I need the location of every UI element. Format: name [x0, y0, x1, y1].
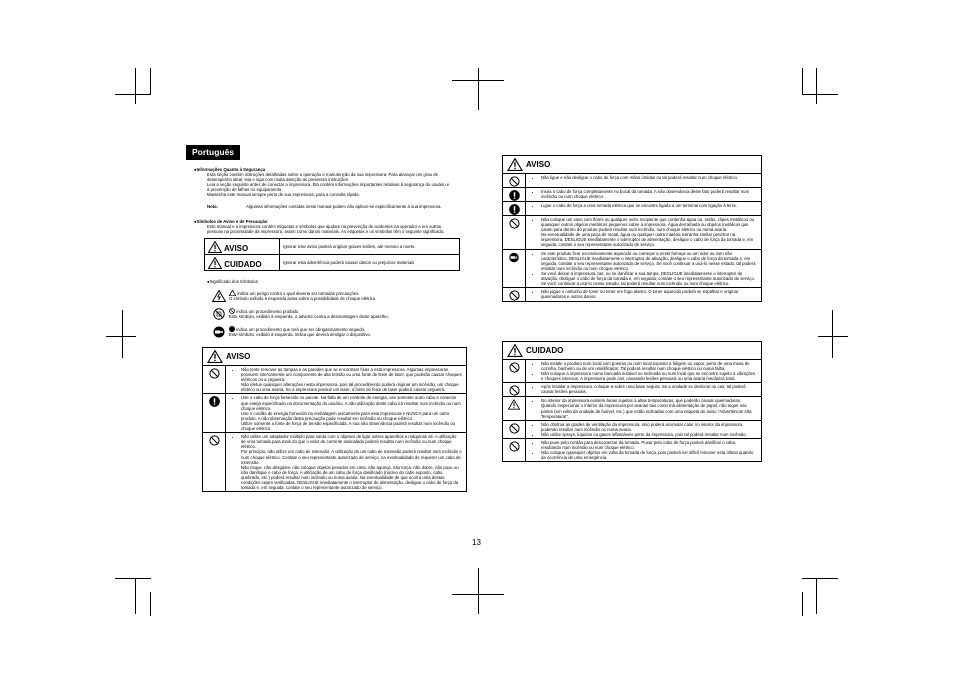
prohibited-icon: [503, 439, 526, 461]
symbol-meaning-line1: indica um procedimento proibido: [236, 309, 299, 314]
prohibited-icon: [229, 308, 235, 314]
warning-row: [503, 396, 761, 419]
cuidado-description: Ignorar esta advertência poderá causar danos ou prejuízos materiais: [280, 255, 460, 271]
safety-info-line: Leia a seção seguinte antes de conectar a impressora. Ela contém informações importantes relativas à segurança do usuário e: [207, 182, 450, 188]
warning-text: [226, 366, 466, 393]
aviso-box-header: [203, 348, 466, 366]
note-text: Algumas informações contidas neste manual podem não aplicar-se especificamente à sua impressora.: [246, 203, 442, 209]
warning-paragraph: Utilize somente a fonte de força de tensão especificada. A sua não observância poderá resultar num incêndio ou choque elétrico.: [241, 420, 456, 432]
warning-paragraph: • Não coloque quaisquer objetos em volta da tomada de força, pois poderá ser difícil remover esta última quando da ocorrência de uma emergência.: [541, 450, 757, 460]
symbol-meaning-item: [212, 326, 462, 338]
cuidado-box-rows: [503, 360, 761, 461]
page-number: 13: [472, 538, 481, 547]
warning-paragraph: • Não ligue e não desligue o cabo de força com mãos úmidas ou tal poderá resultar num choque elétrico.: [541, 175, 757, 180]
warning-text: [226, 394, 466, 432]
warning-paragraph: • Não instale o produto num local com poeiras ou num local exposto a fuligem ou vapor, perto de uma mesa de cozinha, banheiro ou de um umidificador. Tal poderá resultar num choque elétrico ou numa falha.: [541, 361, 757, 371]
symbol-meaning-heading: ●Significado dos Símbolos: [207, 279, 258, 284]
symbol-meaning-line1: indica um perigo contra o qual deveria ser tomadas precauções.: [237, 291, 360, 296]
aviso-box-title: AVISO: [226, 351, 251, 361]
warning-paragraph: • Não utilize sprays, líquidos ou gases inflamáveis perto da impressora, pois tal poderá resultar num incêndio.: [541, 432, 757, 437]
warning-row: [503, 360, 761, 382]
warning-text: [526, 250, 761, 288]
warning-paragraph: • Não jogue o cartucho de toner ou toner em fogo aberto. O toner aquecido poderá se espalhar e originar queimaduras e outros danos.: [541, 289, 757, 299]
warning-icon: [207, 350, 223, 363]
aviso-box-rows: [203, 366, 466, 491]
symbol-meaning-line1: indica um procedimento que terá que ser obrigatoriamente seguido.: [236, 327, 366, 332]
aviso-box-rows: [503, 174, 761, 301]
warning-paragraph: • Não utilize um adaptador múltiplo para saída com o objetivo de ligar outros aparelhos e máquinas ali. A utilização de uma tomada para mais do que o valor de corrente assinalado poderá resultar num incêndio ou num choque elétrico.: [241, 434, 462, 449]
warning-paragraph: • Após instalar a impressora, coloque-a sobre uma base segura. Se a unidade se deslocar ou cair, tal poderá causar lesões pessoais.: [541, 384, 757, 394]
mandatory-icon: [503, 202, 526, 215]
mandatory-icon: [203, 394, 226, 432]
warning-row: [503, 174, 761, 187]
aviso-label: AVISO: [223, 243, 249, 253]
prohibited-icon: [203, 366, 226, 393]
aviso-box-header: [503, 156, 761, 174]
warning-paragraph: • Não obstrua as grades de ventilação da impressora. Isso poderá acumular calor no interior da impressora, podendo resultar num incêndio ou numa avaria.: [541, 422, 757, 432]
warning-text: [526, 383, 761, 396]
warning-text: [526, 360, 761, 382]
safety-info-heading: ●Informações Quanto à Segurança: [194, 167, 266, 172]
prohibited-icon: [203, 433, 226, 491]
cuidado-label: CUIDADO: [224, 259, 262, 269]
symbols-section: [194, 219, 469, 235]
prohibited-icon: [503, 174, 526, 187]
warning-icon: [229, 290, 236, 296]
aviso-box-right: [502, 155, 762, 302]
warning-row: [503, 215, 761, 249]
symbol-meaning-list: [212, 290, 462, 338]
warning-row: [503, 287, 761, 301]
cuidado-signal-cell: [205, 255, 280, 271]
warning-paragraph: • Não puxe pelo cordão para desconectar da tomada. Puxar pelo cabo de força poderá danificar o cabo, resultando num incêndio ou num choque elétrico.: [541, 440, 757, 450]
warning-text: [226, 433, 466, 491]
prohibited-icon: [503, 383, 526, 396]
warning-paragraph: Por princípio, não utilize um cabo de extensão. A utilização de um cabo de extensão poderá resultar num incêndio e num choque elétrico. Contate o seu representante autorizado de serviço, na eventualidade de requerer um cabo de extensão.: [241, 449, 462, 465]
prohibited-icon: [503, 216, 526, 249]
warning-text: [526, 174, 761, 187]
electric-shock-warning-icon: [212, 290, 226, 302]
warning-paragraph: • Use o cabo de força fornecido no pacote. Na falta de um controle de energia, use somente outro cabo e conector que esteja especificado na documentação do usuário. A não utilização deste cabo irá resultar num incêndio ou num choque elétrico.: [241, 395, 462, 410]
warning-text: [526, 216, 761, 249]
mandatory-icon: [503, 188, 526, 201]
warning-paragraph: • Não coloque a impressora numa bancada instável ou inclinada ou num local que se encontre sujeito a vibrações e choques intensos. A impressora pode cair, causando lesões pessoais ou uma avaria mecânica total.: [541, 371, 757, 381]
warning-row: [203, 393, 466, 432]
warning-row: [503, 382, 761, 396]
warning-paragraph: Quando inspecionar o interior da impressora por avarias tais como má alimentação de papel, não toque nas partes (em volta da unidade de fusível, etc.) que estão indicadas com uma etiqueta de aviso "Advertência! Alta Temperatura!".: [541, 403, 752, 419]
unplug-icon: [212, 326, 226, 338]
warning-icon: [507, 344, 523, 357]
symbol-meaning-line2: Este símbolo, exibido à esquerda, indica que deverá desligar o dispositivo.: [229, 332, 372, 338]
language-tab: Português: [186, 145, 240, 160]
symbol-meaning-item: [212, 308, 462, 320]
warning-row: [203, 366, 466, 393]
warning-paragraph: • Se este produto ficar excessivamente aquecido ou começar a emitir fumaça ou um odor ou som não característico, DESLIGUE imediatamente o interruptor de ativação, desligue o cabo de força da tomada e, em seguida, contate o seu representante autorizado de serviço. Se você continuar a usá-lo nesse estado, tal poderá resultar num incêndio ou num choque elétrico.: [541, 251, 757, 271]
warning-paragraph: Não efetue quaisquer alterações nesta impressora, pois tal procedimento poderá originar um incêndio, um choque elétrico ou uma avaria. Se a impressora possuir um laser, a fonte do feixe de laser poderá causar cegueira.: [241, 382, 459, 393]
warning-icon: [208, 257, 222, 269]
warning-paragraph: Não risque, não desgaste, não coloque objetos pesados em cima, não aqueça, não torça, não dobre, não puxe ou não danifique o cabo de força. A utilização de um cabo de força danificado (núcleo do cabo exposto, cabo quebrado, etc.) poderá resultar num incêndio ou numa avaria. Na eventualidade de que ocorra uma destas condições sejam verificadas, DESLIGUE imediatamente o interruptor de alimentação, desligue o cabo de força da tomada e, em seguida, contate o seu representante autorizado de serviço.: [241, 464, 459, 491]
warning-paragraph: Use o cordão de energia fornecido na embalagem unicamente para esta impressora e NUNCA para um outro produto. A não observação desta precaução pode resultar em incêndio ou choque elétrico.: [241, 410, 450, 421]
cuidado-box-right: [502, 341, 762, 462]
unplug-icon: [503, 250, 526, 288]
note-label: Nota:: [207, 203, 218, 209]
warning-row: [503, 420, 761, 438]
symbols-line: Este manual e a impressora contém etiquetas e símbolos que ajudam na prevenção de acidentes na operador e em outras: [207, 224, 442, 230]
aviso-signal-cell: [205, 239, 280, 255]
warning-paragraph: • Se você deixar a impressora cair, ou se danificar a sua tampa, DESLIGUE imediatamente o interruptor de ativação, desligue o cabo de força da tomada e, em seguida, contate o seu representante autorizado de serviço. Se você continuar a usá-lo nesse estado, tal poderá resultar num incêndio ou num choque elétrico.: [541, 271, 757, 286]
warning-paragraph: • Insira o cabo de força completamente no bocal da tomada. A não observância deste fato poderá resultar num incêndio ou num choque elétrico.: [541, 189, 757, 199]
symbol-meaning-line2: Este símbolo, exibido à esquerda, o adverte contra a desmontagem deste aparelho.: [229, 314, 389, 320]
prohibited-icon: [503, 360, 526, 382]
warning-text: [526, 202, 761, 215]
warning-icon: [208, 241, 222, 253]
mandatory-icon: [229, 326, 235, 332]
warning-paragraph: Na eventualidade de uma peça de metal, água ou qualquer outra matéria estranha similar penetrar na impressora, DESLIGUE imediatamente o interruptor de alimentação, desligue o cabo de força da tomada e, em seguida, contate o seu representante autorizado de serviço.: [541, 232, 754, 248]
aviso-description: Ignorar este aviso poderá originar graves lesões, até mesmo a morte.: [280, 239, 460, 255]
aviso-box-title: AVISO: [526, 159, 551, 169]
warning-paragraph: • Ligue o cabo de força a uma tomada elétrica que se encontre ligada a um terminal com ligação à terra.: [541, 203, 757, 208]
symbols-line: pessoas na proximidade da impressora, assim como danos materiais. As etiquetas e os símbolos têm o seguinte significado:: [207, 229, 445, 235]
warning-paragraph: • Não tente remover as tampas e as paredes que se encontram fixas a esta impressora. Algumas impressoras possuem internamente um componente de alta tensão ou uma fonte de feixe de laser, que poderão causar choques elétricos ou a cegueira.: [241, 367, 462, 382]
warning-text: [526, 439, 761, 461]
warning-row: [503, 201, 761, 215]
warning-text: [526, 288, 761, 301]
cuidado-box-title: CUIDADO: [526, 345, 564, 355]
safety-info-line: Mantenha este manual sempre perto de sua impressora, para a consulta rápida.: [207, 192, 360, 198]
warning-row: [503, 249, 761, 288]
warning-text: [526, 188, 761, 201]
signal-word-table: [204, 238, 460, 271]
safety-info-line: à prevenção de falhas no equipamento.: [207, 187, 283, 193]
warning-text: [526, 397, 761, 419]
aviso-box-left: [202, 347, 467, 492]
prohibited-icon: [503, 421, 526, 438]
warning-row: [503, 187, 761, 201]
warning-paragraph: • Não coloque um vaso com flores ou qualquer outro recipiente que contenha água ou, então, clipes metálicos ou quaisquer outros objetos metálicos pequenos sobre a impressora. Água derramada ou objetos metálicos que caiam para dentro do produto poderá resultar num incêndio, num choque elétrico ou numa avaria.: [541, 217, 757, 232]
symbol-meaning-line2: O símbolo exibido à esquerda avisa sobre a possibilidade de choque elétrico.: [229, 296, 377, 302]
warning-row: [203, 432, 466, 491]
safety-info-section: [194, 167, 469, 209]
warning-icon: [507, 158, 523, 171]
no-disassembly-icon: [212, 308, 226, 320]
warning-paragraph: • No interior da impressora existem áreas sujeitas a altas temperaturas, que poderão causar queimaduras.: [541, 398, 757, 403]
prohibited-icon: [503, 288, 526, 301]
warning-icon: [503, 397, 526, 419]
warning-text: [526, 421, 761, 438]
safety-info-line: desempenho ideal, leia e siga com muita atenção as presentes instruções.: [207, 177, 350, 183]
warning-row: [503, 438, 761, 461]
symbol-meaning-item: [212, 290, 462, 302]
cuidado-box-header: [503, 342, 761, 360]
symbols-heading: ●Símbolos de Aviso e de Precaução: [194, 219, 268, 224]
safety-info-line: Esta seção contém instruções detalhadas sobre a operação e manutenção da sua impressora. Para alcançar um grau de: [207, 172, 438, 178]
